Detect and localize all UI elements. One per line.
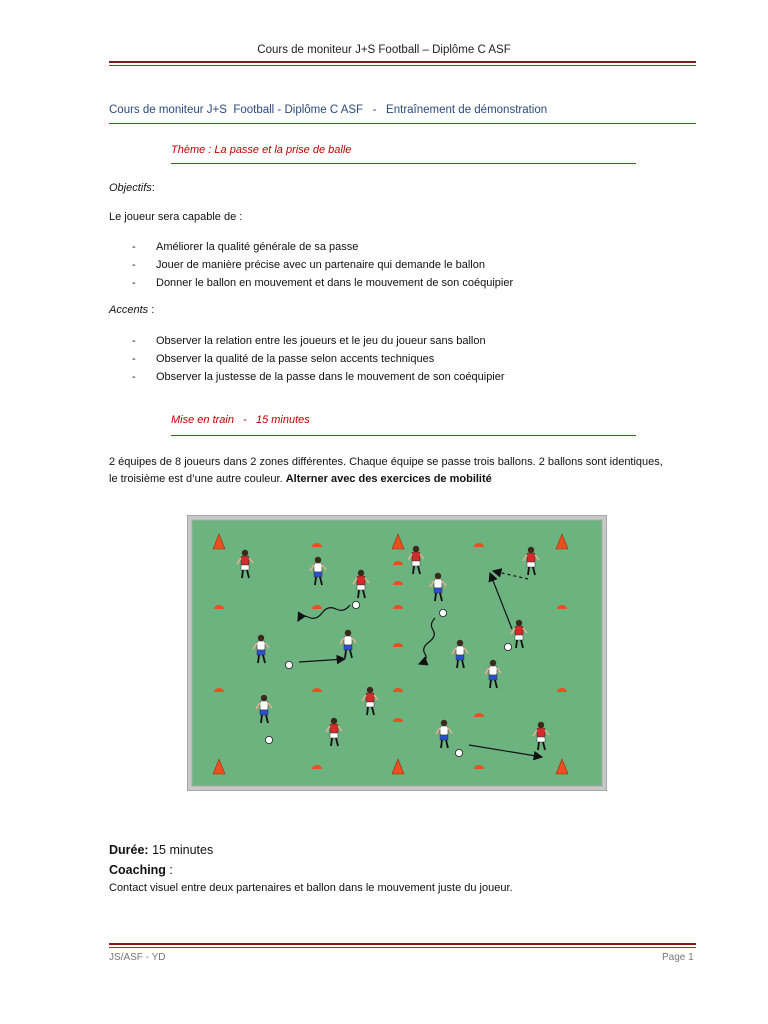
objectifs-intro: Le joueur sera capable de : [109,211,243,223]
running-header: Cours de moniteur J+S Football – Diplôme C ASF [257,44,511,56]
accents-heading: Accents : [109,304,155,316]
list-item: - Jouer de manière précise avec un partenaire qui demande le ballon [130,256,513,274]
theme-rule [171,163,636,164]
footer-rule-thin [109,947,696,948]
page-number: Page 1 [662,952,694,963]
ball [352,601,359,608]
header-rule-thin [109,65,696,66]
ball [285,661,292,668]
list-item: - Améliorer la qualité générale de sa passe [130,238,513,256]
accents-list [130,332,505,386]
coaching-text: Contact visuel entre deux partenaires et ballon dans le mouvement juste du joueur. [109,882,513,894]
training-field-diagram [187,515,607,791]
list-item: - Observer la justesse de la passe dans le mouvement de son coéquipier [130,368,505,386]
mise-en-train-title: Mise en train - 15 minutes [171,414,310,426]
mise-en-train-rule [171,435,636,436]
ball [439,609,446,616]
header-rule-thick [109,61,696,63]
section-rule [109,123,696,124]
list-item: - Observer la qualité de la passe selon accents techniques [130,350,505,368]
objectifs-heading: Objectifs: [109,182,155,194]
pitch [192,520,602,786]
duree-line: Durée: 15 minutes [109,843,214,857]
objectifs-list [130,238,513,292]
list-item: - Observer la relation entre les joueurs et le jeu du joueur sans ballon [130,332,505,350]
exercise-description: 2 équipes de 8 joueurs dans 2 zones différentes. Chaque équipe se passe trois ballons. 2 ballons sont identiques, le troisième est d’une autre couleur. Alterner avec des exercices de mobilité [109,456,663,485]
footer-left: JS/ASF - YD [109,952,166,963]
list-item: - Donner le ballon en mouvement et dans le mouvement de son coéquipier [130,274,513,292]
section-heading: Cours de moniteur J+S Football - Diplôme C ASF - Entraînement de démonstration [109,104,548,116]
footer-rule-thick [109,943,696,945]
ball [455,749,462,756]
coaching-heading: Coaching : [109,863,173,877]
ball [504,643,511,650]
ball [265,736,272,743]
theme-title: Thème : La passe et la prise de balle [171,144,352,156]
